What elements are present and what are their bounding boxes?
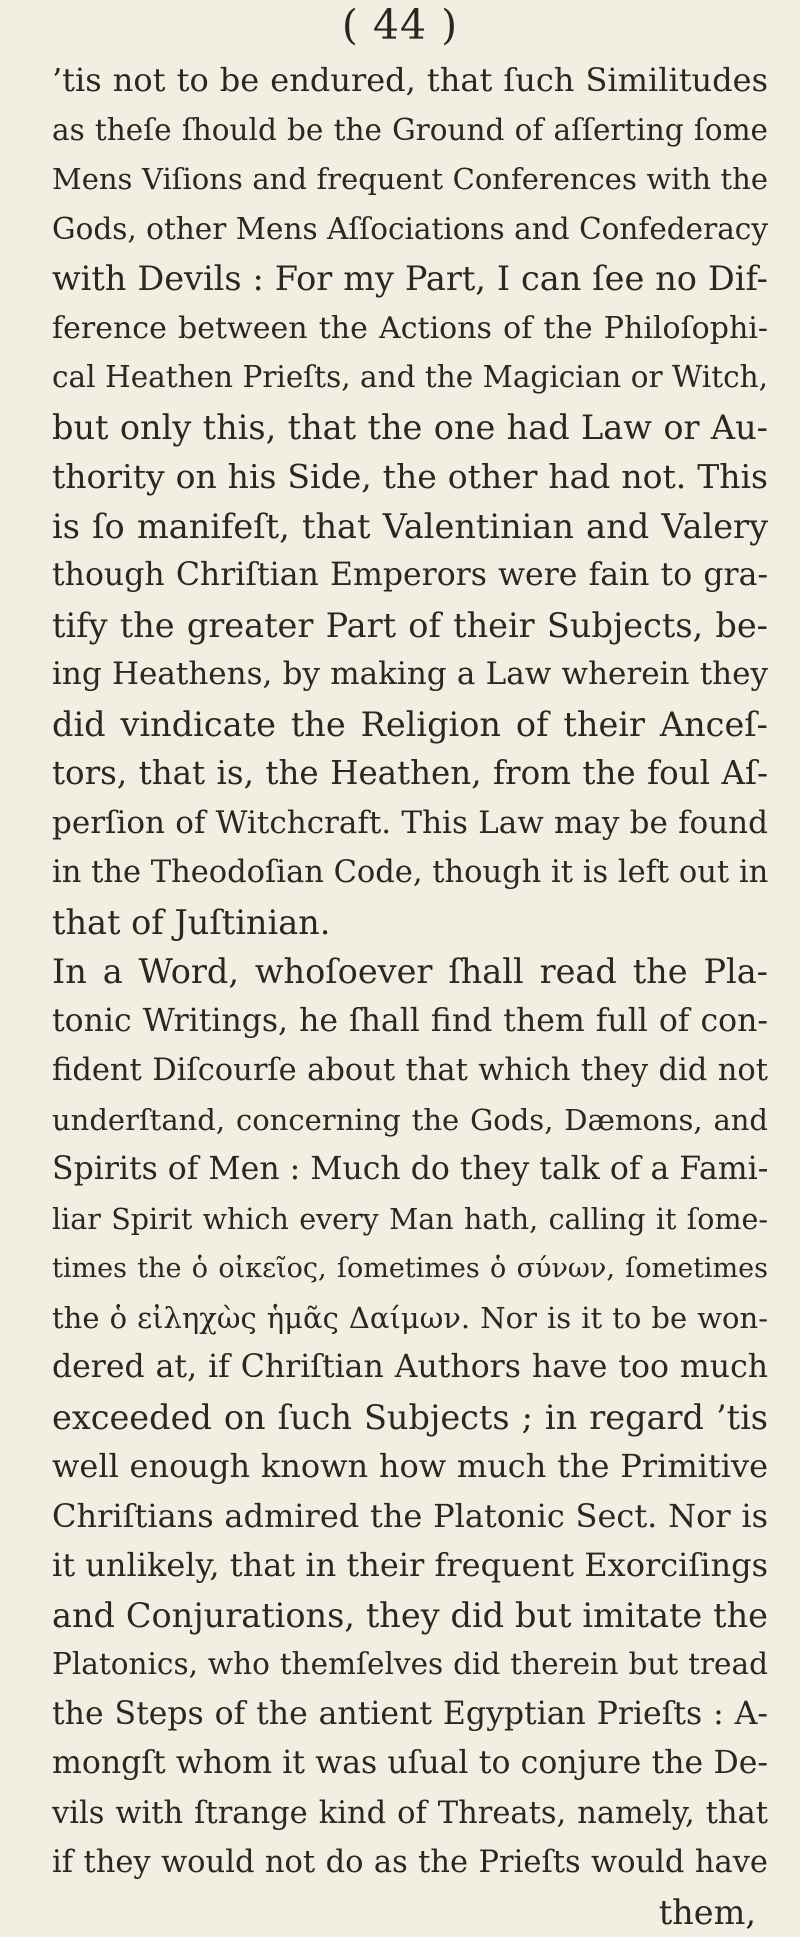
text-line: ference between the Actions of the Philoſophi- (52, 304, 768, 354)
text-line: fident Diſcourſe about that which they did not (52, 1046, 768, 1096)
text-line: Mens Viſions and frequent Conferences with the (52, 155, 768, 205)
text-line: perſion of Witchcraft. This Law may be found (52, 799, 768, 849)
text-line: the Steps of the antient Egyptian Prieſts : A- (52, 1690, 768, 1740)
text-line: underſtand, concerning the Gods, Dæmons, and (52, 1096, 768, 1146)
text-line: dered at, if Chriſtian Authors have too much (52, 1343, 768, 1393)
body-text (52, 56, 768, 1937)
text-line: Platonics, who themſelves did therein but tread (52, 1640, 768, 1690)
text-line: the ὁ εἰληχὼς ἡμᾶς Δαίμων. Nor is it to be won- (52, 1294, 768, 1344)
text-line: times the ὁ οἰκεῖος, ſometimes ὁ σύνων, ſometimes (52, 1244, 768, 1294)
text-line: with Devils : For my Part, I can ſee no Dif- (52, 254, 768, 304)
text-line: and Conjurations, they did but imitate the (52, 1591, 768, 1641)
text-line: did vindicate the Religion of their Anceſ- (52, 700, 768, 750)
text-line: but only this, that the one had Law or Au- (52, 403, 768, 453)
text-line: as theſe ſhould be the Ground of aſſerting ſome (52, 106, 768, 156)
text-line: though Chriſtian Emperors were fain to gra- (52, 551, 768, 601)
text-line: exceeded on ſuch Subjects ; in regard ’tis (52, 1393, 768, 1443)
text-line: Spirits of Men : Much do they talk of a Fami- (52, 1145, 768, 1195)
text-line: tonic Writings, he ſhall find them full of con- (52, 997, 768, 1047)
text-line: ing Heathens, by making a Law wherein they (52, 650, 768, 700)
text-line: Gods, other Mens Aſſociations and Confederacy (52, 205, 768, 255)
text-line: is ſo manifeſt, that Valentinian and Valery (52, 502, 768, 552)
text-line: cal Heathen Prieſts, and the Magician or Witch, (52, 353, 768, 403)
text-line: ’tis not to be endured, that ſuch Similitudes (52, 56, 768, 106)
catchword: them, (52, 1888, 768, 1937)
text-line: In a Word, whoſoever ſhall read the Pla- (52, 947, 768, 997)
text-line: well enough known how much the Primitive (52, 1442, 768, 1492)
text-line: liar Spirit which every Man hath, calling it ſome- (52, 1195, 768, 1245)
text-line: tify the greater Part of their Subjects, be- (52, 601, 768, 651)
text-line: Chriſtians admired the Platonic Sect. Nor is (52, 1492, 768, 1542)
page-number: ( 44 ) (0, 0, 800, 50)
text-line: if they would not do as the Prieſts would have (52, 1838, 768, 1888)
text-line: vils with ſtrange kind of Threats, namely, that (52, 1789, 768, 1839)
text-line: mongſt whom it was uſual to conjure the De- (52, 1739, 768, 1789)
text-line: tors, that is, the Heathen, from the foul Aſ- (52, 749, 768, 799)
text-line: thority on his Side, the other had not. This (52, 452, 768, 502)
text-line: it unlikely, that in their frequent Exorciſings (52, 1541, 768, 1591)
text-line: in the Theodoſian Code, though it is left out in (52, 848, 768, 898)
text-line: that of Juſtinian. (52, 898, 768, 948)
